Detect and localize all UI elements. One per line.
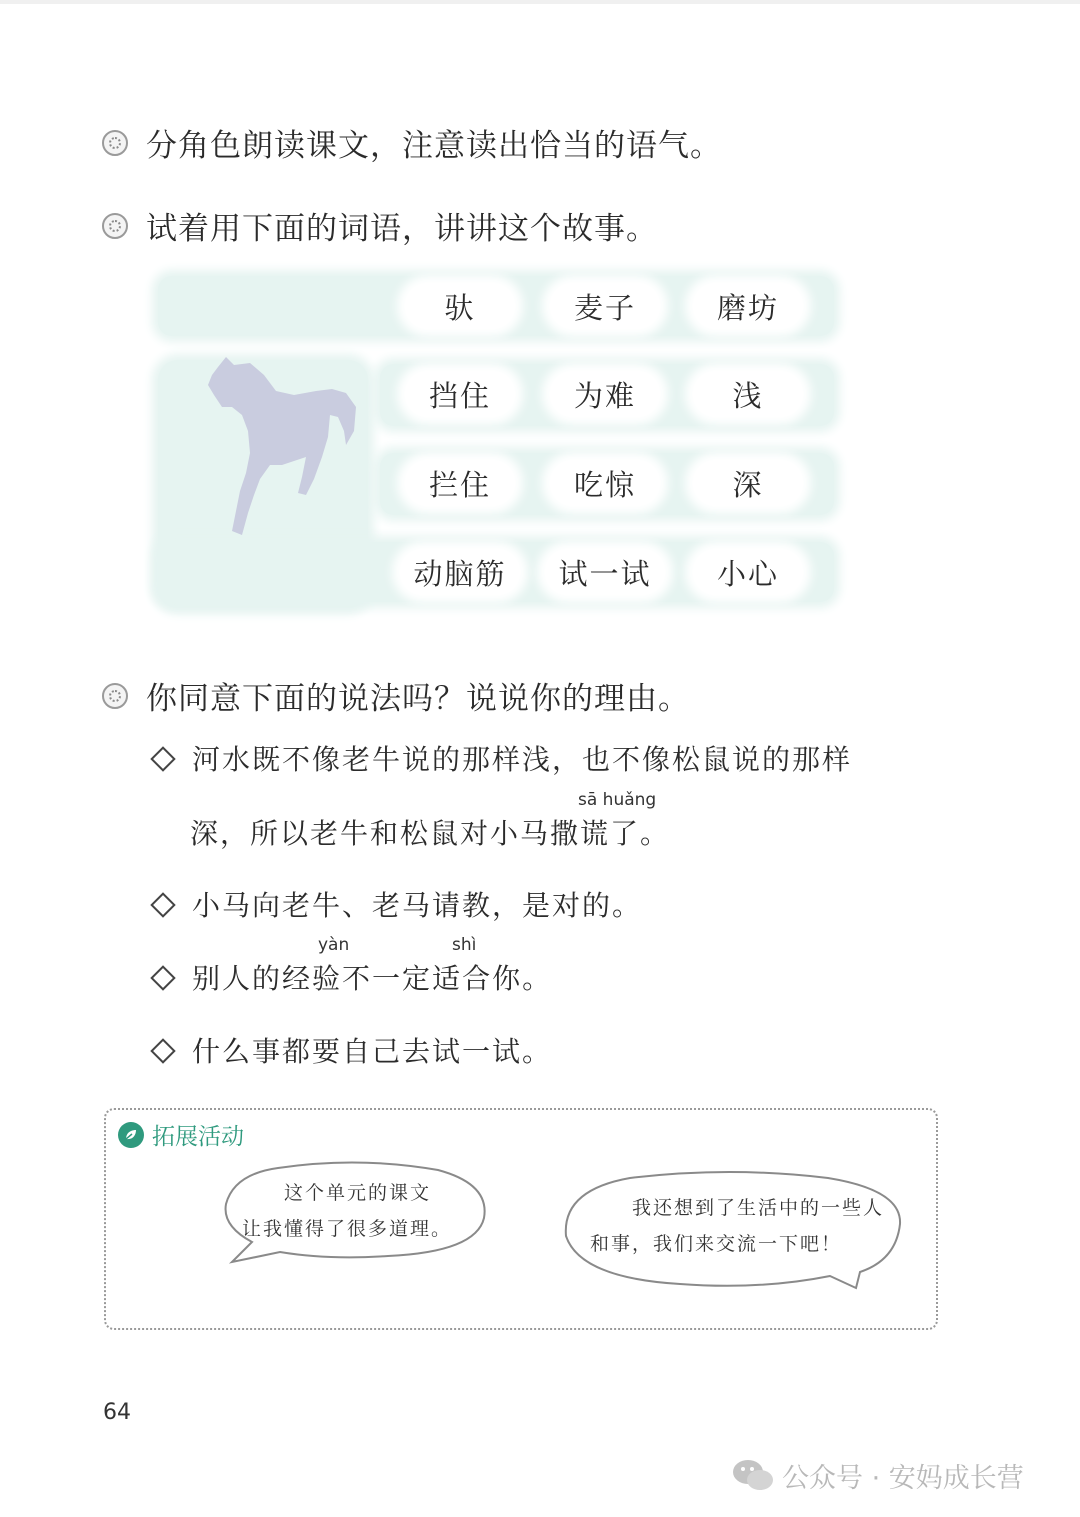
vocab-word: 为难 — [550, 371, 660, 417]
statement-4 — [150, 1030, 552, 1070]
horse-silhouette-icon — [198, 345, 368, 545]
statement-text: 什么事都要自己去试一试。 — [192, 1035, 553, 1068]
question-bullet-icon — [102, 683, 128, 709]
question-bullet-icon — [102, 130, 128, 156]
leaf-icon — [118, 1122, 144, 1148]
statement-1-line-2 — [190, 812, 670, 852]
question-3 — [102, 673, 690, 718]
question-bullet-icon — [102, 213, 128, 239]
vocab-word: 麦子 — [550, 283, 660, 329]
vocab-word: 浅 — [693, 371, 803, 417]
vocab-word: 拦住 — [405, 460, 515, 506]
statement-3 — [150, 957, 552, 997]
page-number: 64 — [103, 1400, 131, 1425]
bubble-left-line-2: 让我懂得了很多道理。 — [242, 1218, 453, 1240]
question-1 — [102, 120, 722, 165]
watermark-text: 公众号 · 安妈成长营 — [782, 1462, 1024, 1494]
top-edge — [0, 0, 1080, 4]
pinyin-annotation: shì — [452, 935, 477, 955]
extension-title-text: 拓展活动 — [152, 1124, 244, 1150]
statement-text: 河水既不像老牛说的那样浅，也不像松鼠说的那样 — [192, 743, 853, 776]
statement-1 — [150, 738, 852, 778]
statement-text: 撒谎 — [550, 817, 611, 850]
vocab-word: 驮 — [405, 283, 515, 329]
vocab-word: 试一试 — [545, 549, 665, 595]
vocab-word: 动脑筋 — [400, 549, 520, 595]
bubble-right-line-2: 和事，我们来交流一下吧！ — [590, 1233, 843, 1255]
statement-text: 了。 — [610, 817, 671, 850]
statement-text: 别人的经验不一定适合你。 — [192, 962, 553, 995]
question-text: 你同意下面的说法吗？说说你的理由。 — [146, 681, 690, 717]
statement-text: 深，所以老牛和松鼠对小马 — [190, 817, 551, 850]
extension-title — [118, 1118, 244, 1151]
statement-2 — [150, 884, 642, 924]
question-text: 试着用下面的词语，讲讲这个故事。 — [146, 211, 658, 247]
vocab-word: 挡住 — [405, 371, 515, 417]
watermark — [730, 1455, 1024, 1495]
pinyin-annotation: sā huǎng — [578, 790, 657, 810]
vocab-word: 深 — [693, 460, 803, 506]
question-text: 分角色朗读课文，注意读出恰当的语气。 — [146, 128, 722, 164]
pinyin-annotation: yàn — [318, 935, 350, 955]
vocab-word: 小心 — [693, 549, 803, 595]
diamond-bullet-icon — [150, 1038, 175, 1063]
diamond-bullet-icon — [150, 746, 175, 771]
statement-text: 小马向老牛、老马请教，是对的。 — [192, 889, 643, 922]
bubble-right-line-1: 我还想到了生活中的一些人 — [632, 1197, 885, 1219]
question-2 — [102, 203, 658, 248]
vocab-word: 吃惊 — [550, 460, 660, 506]
diamond-bullet-icon — [150, 892, 175, 917]
bubble-left-line-1: 这个单元的课文 — [284, 1182, 432, 1204]
vocab-word: 磨坊 — [693, 283, 803, 329]
diamond-bullet-icon — [150, 965, 175, 990]
wechat-icon — [730, 1455, 776, 1495]
